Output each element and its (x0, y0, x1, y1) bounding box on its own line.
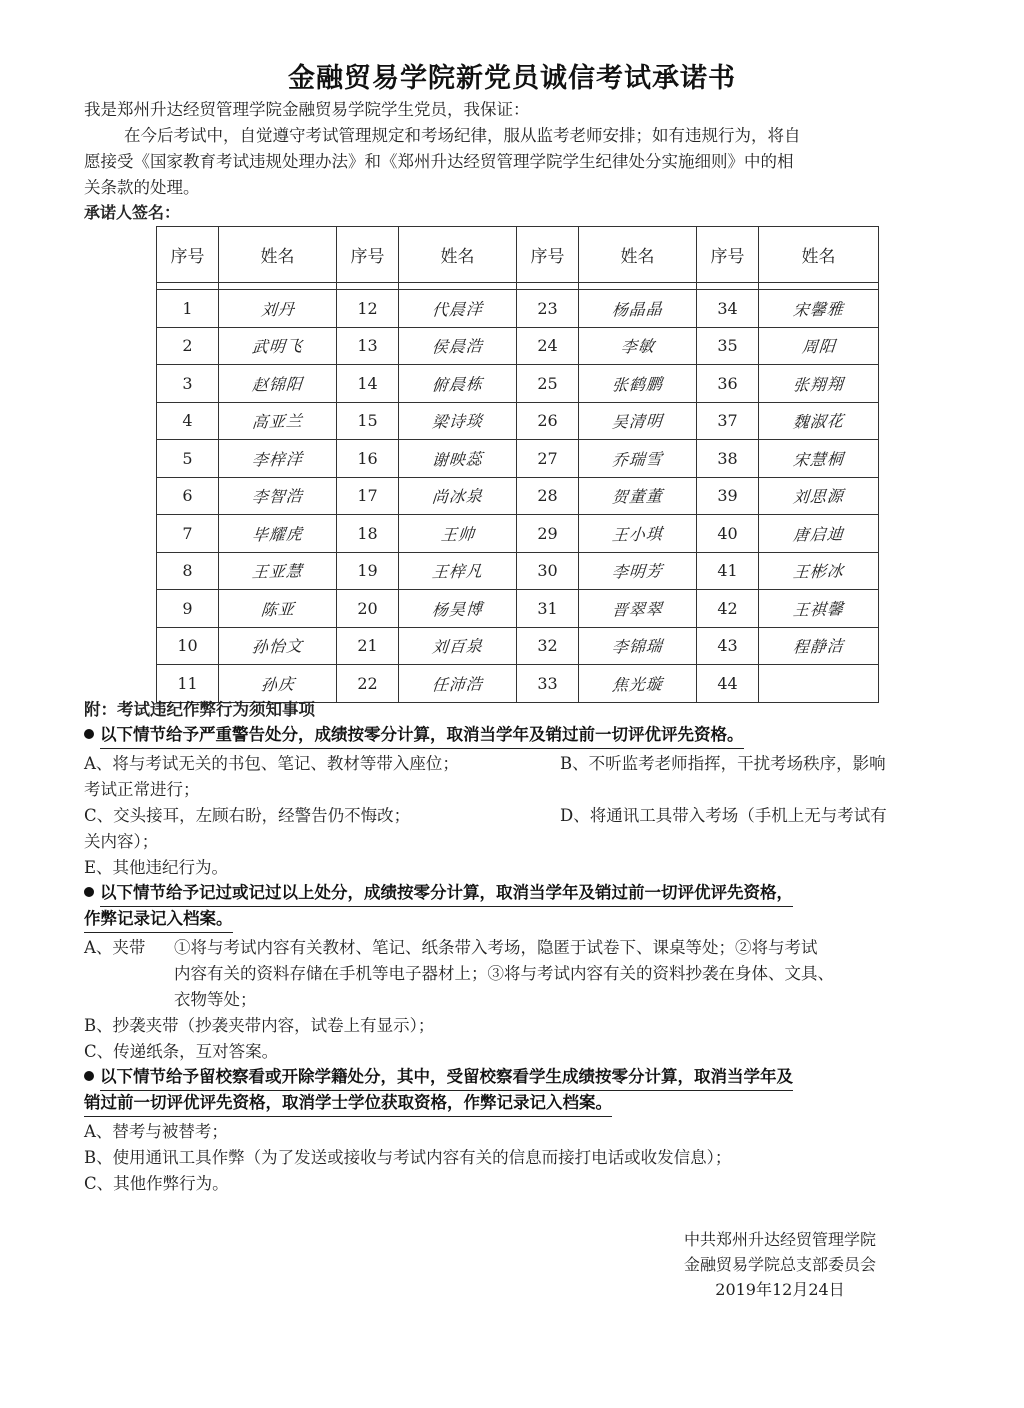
signature-cell (757, 665, 881, 703)
notice-heading: 附：考试违纪作弊行为须知事项 (84, 700, 315, 719)
signature-cell (397, 327, 519, 365)
handwritten-signature: 杨昊博 (431, 599, 484, 620)
serial-number-cell: 28 (517, 477, 579, 515)
serial-number-cell: 20 (337, 590, 399, 628)
section-2-item-a-line-2: 内容有关的资料存储在手机等电子器材上；③将与考试内容有关的资料抄袭在身体、文具、 (174, 964, 834, 983)
pledge-line-1: 在今后考试中，自觉遵守考试管理规定和考场纪律，服从监考老师安排；如有违规行为，将自 (124, 126, 801, 145)
table-row (157, 327, 879, 365)
signature-cell (217, 515, 339, 553)
serial-number-cell: 24 (517, 327, 579, 365)
signature-cell (757, 627, 881, 665)
serial-number-cell: 6 (157, 477, 219, 515)
handwritten-signature: 王祺馨 (792, 599, 845, 620)
table-row (157, 365, 879, 403)
signature-cell (397, 552, 519, 590)
section-1-item-b: B、不听监考老师指挥，干扰考场秩序，影响 (560, 754, 886, 773)
signature-cell (217, 590, 339, 628)
table-row (157, 477, 879, 515)
handwritten-signature: 李梓洋 (251, 449, 304, 470)
handwritten-signature: 魏淑花 (792, 411, 845, 432)
signature-cell (757, 552, 881, 590)
signature-cell (577, 477, 699, 515)
intro-text: 我是郑州升达经贸管理学院金融贸易学院学生党员，我保证： (84, 100, 530, 119)
section-2-item-c: C、传递纸条，互对答案。 (84, 1042, 279, 1061)
serial-number-cell: 1 (157, 290, 219, 328)
signature-cell (217, 327, 339, 365)
serial-number-cell: 25 (517, 365, 579, 403)
serial-number-cell: 26 (517, 402, 579, 440)
handwritten-signature: 谢映蕊 (431, 449, 484, 470)
serial-number-cell: 33 (517, 665, 579, 703)
section-1-item-b-cont: 考试正常进行； (84, 780, 200, 799)
section-1-item-e: E、其他违纪行为。 (84, 858, 229, 877)
footer-org-1: 中共郑州升达经贸管理学院 (683, 1230, 876, 1249)
signature-cell (217, 552, 339, 590)
serial-number-cell: 29 (517, 515, 579, 553)
handwritten-signature: 任沛浩 (431, 674, 484, 695)
signature-cell (757, 290, 881, 328)
handwritten-signature: 晋翠翠 (611, 599, 664, 620)
handwritten-signature: 武明飞 (251, 336, 304, 357)
handwritten-signature: 孙庆 (259, 674, 296, 695)
section-2-item-a-line-1: ①将与考试内容有关教材、笔记、纸条带入考场，隐匿于试卷下、课桌等处；②将与考试 (174, 938, 818, 957)
serial-number-cell: 39 (697, 477, 759, 515)
handwritten-signature: 李智浩 (251, 486, 304, 507)
handwritten-signature: 乔瑞雪 (611, 449, 664, 470)
table-row (157, 627, 879, 665)
serial-number-cell: 16 (337, 440, 399, 478)
handwritten-signature: 张翔翔 (792, 374, 845, 395)
signature-cell (757, 477, 881, 515)
section-1-item-d-cont: 关内容）； (84, 832, 159, 851)
handwritten-signature: 宋慧桐 (792, 449, 845, 470)
serial-number-cell: 18 (337, 515, 399, 553)
serial-number-cell: 31 (517, 590, 579, 628)
signature-cell (577, 365, 699, 403)
handwritten-signature: 刘丹 (259, 299, 296, 320)
serial-number-cell: 3 (157, 365, 219, 403)
handwritten-signature: 刘思源 (792, 486, 845, 507)
signature-cell (397, 440, 519, 478)
serial-number-cell: 43 (697, 627, 759, 665)
column-header-no: 序号 (337, 227, 399, 283)
table-row (157, 665, 879, 703)
column-header-no: 序号 (517, 227, 579, 283)
handwritten-signature: 王亚慧 (251, 561, 304, 582)
handwritten-signature: 李锦瑞 (611, 636, 664, 657)
bullet-icon (84, 1071, 94, 1081)
table-header-row (157, 227, 879, 283)
serial-number-cell: 38 (697, 440, 759, 478)
serial-number-cell: 14 (337, 365, 399, 403)
serial-number-cell: 8 (157, 552, 219, 590)
section-3-item-b: B、使用通讯工具作弊（为了发送或接收与考试内容有关的信息而接打电话或收发信息）； (84, 1148, 732, 1167)
handwritten-signature: 杨晶晶 (611, 299, 664, 320)
serial-number-cell: 2 (157, 327, 219, 365)
serial-number-cell: 27 (517, 440, 579, 478)
signature-cell (577, 552, 699, 590)
signature-cell (577, 402, 699, 440)
serial-number-cell: 35 (697, 327, 759, 365)
signature-cell (217, 665, 339, 703)
serial-number-cell: 44 (697, 665, 759, 703)
serial-number-cell: 13 (337, 327, 399, 365)
table-row (157, 590, 879, 628)
handwritten-signature: 李敏 (619, 336, 656, 357)
handwritten-signature: 周阳 (800, 336, 837, 357)
handwritten-signature: 俯晨栋 (431, 374, 484, 395)
signature-cell (577, 440, 699, 478)
signature-cell (397, 515, 519, 553)
handwritten-signature: 尚冰泉 (431, 486, 484, 507)
handwritten-signature: 梁诗琰 (431, 411, 484, 432)
serial-number-cell: 40 (697, 515, 759, 553)
signature-cell (577, 327, 699, 365)
serial-number-cell: 42 (697, 590, 759, 628)
handwritten-signature: 王梓凡 (431, 561, 484, 582)
signature-cell (217, 440, 339, 478)
signature-cell (577, 290, 699, 328)
serial-number-cell: 37 (697, 402, 759, 440)
bullet-icon (84, 887, 94, 897)
handwritten-signature: 张鹤鹏 (611, 374, 664, 395)
section-1-item-d: D、将通讯工具带入考场（手机上无与考试有 (560, 806, 887, 825)
pledge-line-2: 愿接受《国家教育考试违规处理办法》和《郑州升达经贸管理学院学生纪律处分实施细则》中的相 (84, 152, 794, 171)
table-row (157, 440, 879, 478)
footer-date: 2019年12月24日 (715, 1280, 845, 1299)
handwritten-signature: 王彬冰 (792, 561, 845, 582)
signature-cell (757, 365, 881, 403)
serial-number-cell: 12 (337, 290, 399, 328)
section-2-item-b: B、抄袭夹带（抄袭夹带内容，试卷上有显示）； (84, 1016, 435, 1035)
handwritten-signature: 陈亚 (259, 599, 296, 620)
column-header-name: 姓名 (219, 227, 337, 283)
serial-number-cell: 21 (337, 627, 399, 665)
section-2-item-a-line-3: 衣物等处； (174, 990, 257, 1009)
serial-number-cell: 19 (337, 552, 399, 590)
signature-cell (397, 290, 519, 328)
serial-number-cell: 7 (157, 515, 219, 553)
section-1-title: 以下情节给予严重警告处分，成绩按零分计算，取消当学年及销过前一切评优评先资格。 (84, 722, 744, 749)
column-header-name: 姓名 (759, 227, 879, 283)
serial-number-cell: 41 (697, 552, 759, 590)
column-header-no: 序号 (157, 227, 219, 283)
signer-label: 承诺人签名： (84, 203, 181, 222)
signature-cell (577, 515, 699, 553)
column-header-name: 姓名 (579, 227, 697, 283)
signature-cell (217, 627, 339, 665)
signature-cell (397, 627, 519, 665)
serial-number-cell: 34 (697, 290, 759, 328)
handwritten-signature: 焦光璇 (611, 674, 664, 695)
serial-number-cell: 10 (157, 627, 219, 665)
handwritten-signature: 唐启迪 (792, 524, 845, 545)
serial-number-cell: 30 (517, 552, 579, 590)
signature-cell (397, 365, 519, 403)
signature-cell (757, 440, 881, 478)
handwritten-signature: 刘百泉 (431, 636, 484, 657)
handwritten-signature: 李明芳 (611, 561, 664, 582)
section-3-title: 以下情节给予留校察看或开除学籍处分，其中，受留校察看学生成绩按零分计算，取消当学年及 (84, 1064, 793, 1091)
serial-number-cell: 9 (157, 590, 219, 628)
signature-table-body (157, 290, 879, 703)
handwritten-signature: 高亚兰 (251, 411, 304, 432)
table-row (157, 515, 879, 553)
handwritten-signature: 赵锦阳 (251, 374, 304, 395)
column-header-name: 姓名 (399, 227, 517, 283)
serial-number-cell: 4 (157, 402, 219, 440)
section-3-item-a: A、替考与被替考； (84, 1122, 228, 1141)
serial-number-cell: 11 (157, 665, 219, 703)
signature-cell (217, 365, 339, 403)
section-3-title-cont: 销过前一切评优评先资格，取消学士学位获取资格，作弊记录记入档案。 (84, 1090, 612, 1117)
handwritten-signature: 王帅 (439, 524, 476, 545)
signature-cell (217, 402, 339, 440)
serial-number-cell: 17 (337, 477, 399, 515)
bullet-icon (84, 729, 94, 739)
table-row (157, 552, 879, 590)
signature-cell (397, 590, 519, 628)
serial-number-cell: 15 (337, 402, 399, 440)
handwritten-signature: 宋馨雅 (792, 299, 845, 320)
column-header-no: 序号 (697, 227, 759, 283)
pledge-line-3: 关条款的处理。 (84, 178, 200, 197)
handwritten-signature: 贺董董 (611, 486, 664, 507)
section-2-title-cont: 作弊记录记入档案。 (84, 906, 233, 933)
signature-table (156, 226, 879, 703)
section-3-item-c: C、其他作弊行为。 (84, 1174, 229, 1193)
signature-cell (577, 627, 699, 665)
handwritten-signature: 程静洁 (792, 636, 845, 657)
signature-cell (217, 477, 339, 515)
table-row (157, 402, 879, 440)
footer-org-2: 金融贸易学院总支部委员会 (683, 1255, 876, 1274)
section-2-item-a-label: A、夹带 (84, 938, 146, 957)
serial-number-cell: 5 (157, 440, 219, 478)
serial-number-cell: 32 (517, 627, 579, 665)
handwritten-signature: 毕耀虎 (251, 524, 304, 545)
serial-number-cell: 36 (697, 365, 759, 403)
table-spacer-row (157, 283, 879, 290)
table-row (157, 290, 879, 328)
signature-cell (397, 665, 519, 703)
handwritten-signature: 代晨洋 (431, 299, 484, 320)
signature-cell (397, 477, 519, 515)
serial-number-cell: 22 (337, 665, 399, 703)
signature-cell (577, 590, 699, 628)
page-title: 金融贸易学院新党员诚信考试承诺书 (288, 63, 736, 94)
signature-cell (397, 402, 519, 440)
signature-cell (757, 402, 881, 440)
serial-number-cell: 23 (517, 290, 579, 328)
signature-cell (577, 665, 699, 703)
section-1-item-c: C、交头接耳，左顾右盼，经警告仍不悔改； (84, 806, 411, 825)
handwritten-signature: 孙怡文 (251, 636, 304, 657)
signature-cell (757, 327, 881, 365)
section-2-title: 以下情节给予记过或记过以上处分，成绩按零分计算，取消当学年及销过前一切评优评先资格， (84, 880, 793, 907)
handwritten-signature: 吴清明 (611, 411, 664, 432)
signature-cell (217, 290, 339, 328)
section-1-item-a: A、将与考试无关的书包、笔记、教材等带入座位； (84, 754, 459, 773)
signature-cell (757, 590, 881, 628)
handwritten-signature: 王小琪 (611, 524, 664, 545)
handwritten-signature: 侯晨浩 (431, 336, 484, 357)
signature-cell (757, 515, 881, 553)
